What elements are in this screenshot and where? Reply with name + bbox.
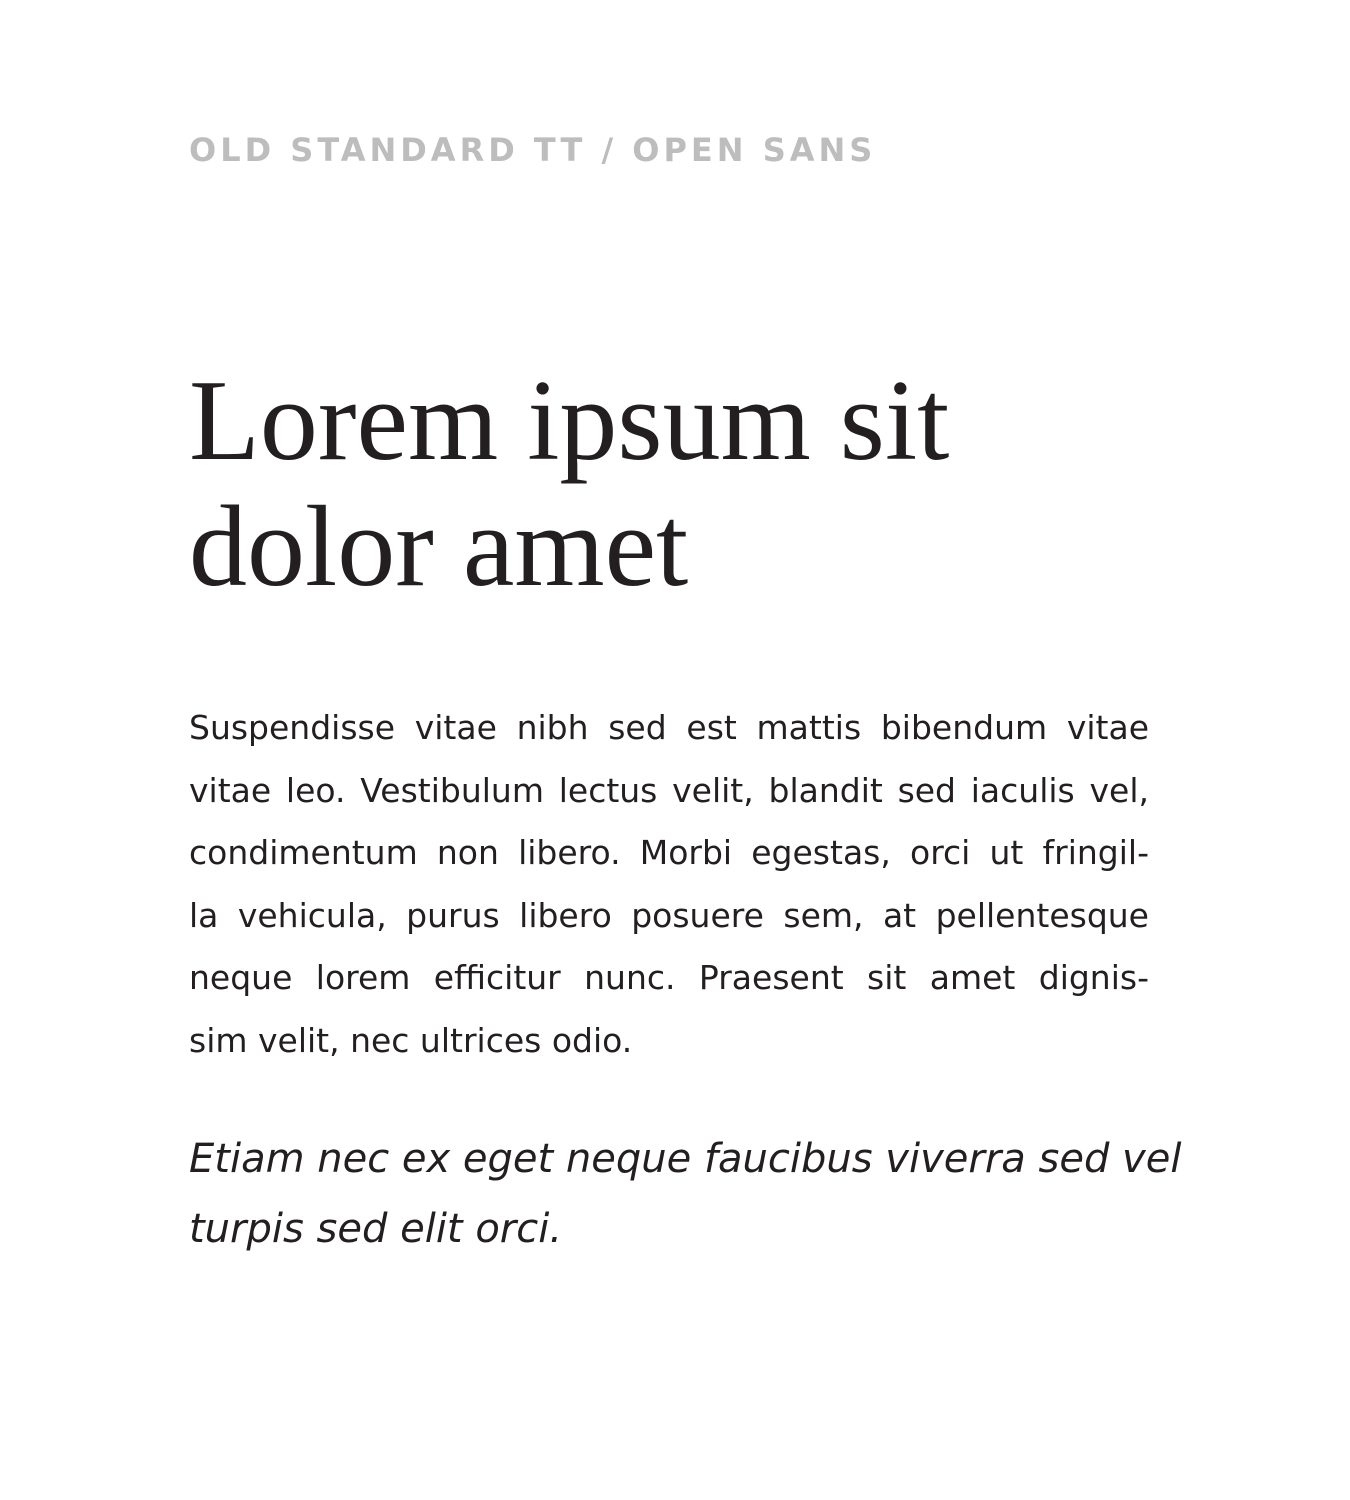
body-line: vitae leo. Vestibulum lectus velit, blandit sed iaculis vel,	[189, 770, 1149, 810]
quote-line: turpis sed elit orci.	[189, 1206, 563, 1252]
body-line: Suspendisse vitae nibh sed est mattis bibendum vitae	[189, 708, 1149, 747]
body-line: sim velit, nec ultrices odio.	[189, 1020, 633, 1060]
body-line: condimentum non libero. Morbi egestas, orci ut fringil-	[189, 833, 1149, 872]
body-paragraph	[189, 697, 1149, 1072]
headline	[189, 358, 1169, 610]
headline-line: Lorem ipsum sit	[189, 357, 950, 485]
italic-quote	[189, 1124, 1182, 1264]
body-line: neque lorem efficitur nunc. Praesent sit amet dignis-	[189, 958, 1149, 997]
headline-line: dolor amet	[189, 483, 689, 611]
font-pairing-label: OLD STANDARD TT / OPEN SANS	[189, 131, 877, 169]
quote-line: Etiam nec ex eget neque faucibus viverra sed vel	[189, 1136, 1182, 1182]
body-line: la vehicula, purus libero posuere sem, at pellentesque	[189, 895, 1149, 935]
